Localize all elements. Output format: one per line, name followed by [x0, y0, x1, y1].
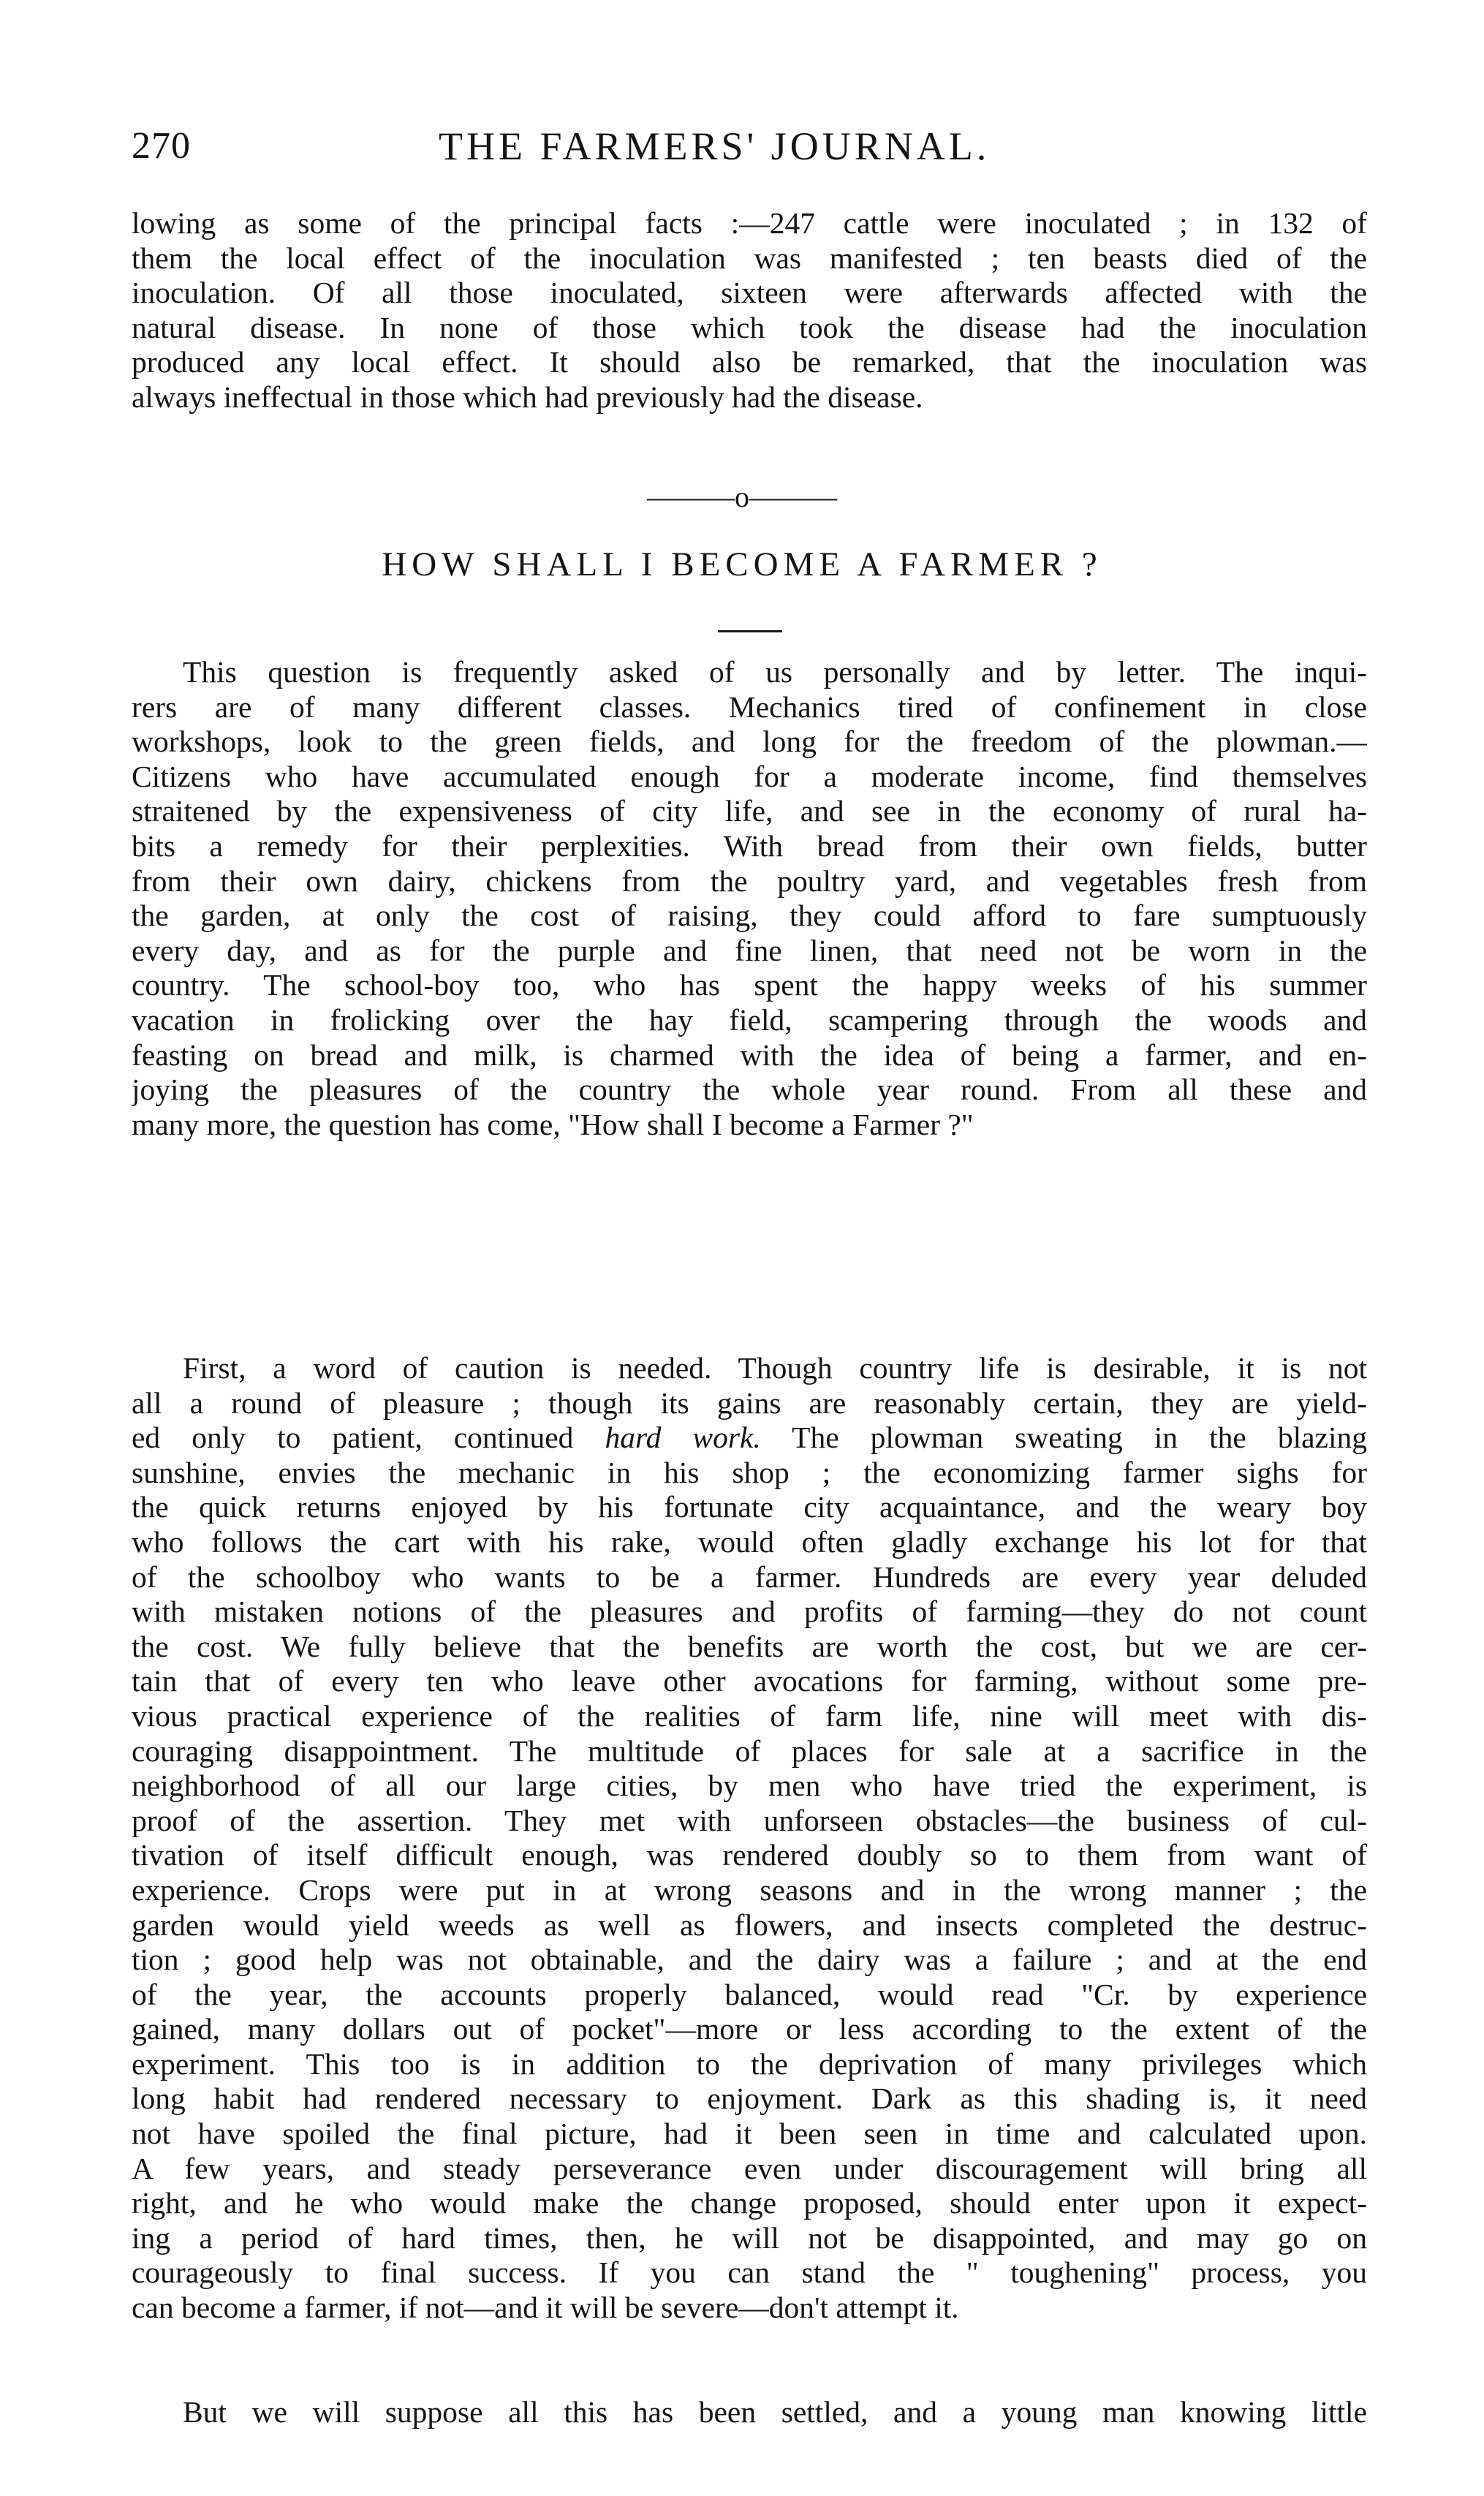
text-line: joying the pleasures of the country the whole year round. From all these and [132, 1073, 1367, 1107]
text-line: the garden, at only the cost of raising, they could afford to fare sumptuously [132, 899, 1367, 933]
text-line: ing a period of hard times, then, he will not be disappointed, and may go on [132, 2220, 1367, 2255]
text-line: First, a word of caution is needed. Though country life is desirable, it is not [183, 1351, 1367, 1385]
italic-emphasis: hard work. [605, 1421, 761, 1455]
previous-article-ending [132, 206, 1367, 415]
text-line: Citizens who have accumulated enough for a moderate income, find themselves [132, 759, 1367, 793]
text-line: tion ; good help was not obtainable, and the dairy was a failure ; and at the end [132, 1943, 1367, 1977]
text-line: the quick returns enjoyed by his fortunate city acquaintance, and the weary boy [132, 1490, 1367, 1524]
text-line: tain that of every ten who leave other avocations for farming, without some pre- [132, 1664, 1367, 1698]
text-line: from their own dairy, chickens from the poultry yard, and vegetables fresh from [132, 863, 1367, 898]
paragraph-caution [132, 1351, 1367, 2326]
text-line: country. The school-boy too, who has spent the happy weeks of his summer [132, 968, 1367, 1002]
text-line: many more, the question has come, "How shall I become a Farmer ?" [132, 1107, 974, 1141]
text-line: bits a remedy for their perplexities. With bread from their own fields, butter [132, 828, 1367, 863]
article-title: HOW SHALL I BECOME A FARMER ? [382, 545, 1102, 583]
text-line: garden would yield weeds as well as flowers, and insects completed the destruc- [132, 1907, 1367, 1942]
text-line: can become a farmer, if not—and it will be severe—don't attempt it. [132, 2291, 959, 2325]
text-line: right, and he who would make the change proposed, should enter upon it expect- [132, 2186, 1367, 2220]
text-line: vious practical experience of the realities of farm life, nine will meet with dis- [132, 1698, 1367, 1733]
text-line: This question is frequently asked of us personally and by letter. The inqui- [183, 655, 1367, 689]
text-line: rers are of many different classes. Mechanics tired of confinement in close [132, 689, 1367, 724]
text-line: of the year, the accounts properly balanced, would read "Cr. by experience [132, 1977, 1367, 2011]
text-line: couraging disappointment. The multitude of places for sale at a sacrifice in the [132, 1733, 1367, 1768]
text-line: experience. Crops were put in at wrong seasons and in the wrong manner ; the [132, 1872, 1367, 1907]
text-line: inoculation. Of all those inoculated, sixteen were afterwards affected with the [132, 276, 1367, 310]
text-line: produced any local effect. It should also be remarked, that the inoculation was [132, 345, 1367, 379]
text-line: who follows the cart with his rake, would often gladly exchange his lot for that [132, 1524, 1367, 1559]
text-line: of the schoolboy who wants to be a farmer. Hundreds are every year deluded [132, 1559, 1367, 1594]
text-line: gained, many dollars out of pocket"—more or less according to the extent of the [132, 2012, 1367, 2046]
text-line: vacation in frolicking over the hay field, scampering through the woods and [132, 1002, 1367, 1037]
text-line: courageously to final success. If you can stand the " toughening" process, you [132, 2255, 1367, 2290]
paragraph-suppose [132, 2395, 1367, 2430]
text-line: long habit had rendered necessary to enjoyment. Dark as this shading is, it need [132, 2081, 1367, 2116]
running-head [132, 123, 1367, 181]
text-line: not have spoiled the final picture, had it been seen in time and calculated upon. [132, 2117, 1367, 2151]
section-break-ornament: ———o——— [647, 480, 837, 513]
text-line: tivation of itself difficult enough, was rendered doubly so to them from want of [132, 1838, 1367, 1872]
text-line: But we will suppose all this has been settled, and a young man knowing little [183, 2395, 1367, 2429]
text-line: proof of the assertion. They met with unforseen obstacles—the business of cul- [132, 1803, 1367, 1837]
page-number: 270 [132, 125, 191, 167]
text-line-with-italic [132, 1421, 1367, 1456]
text-line: neighborhood of all our large cities, by men who have tried the experiment, is [132, 1769, 1367, 1803]
text-line: all a round of pleasure ; though its gains are reasonably certain, they are yield- [132, 1385, 1367, 1420]
text-line: natural disease. In none of those which took the disease had the inoculation [132, 310, 1367, 344]
paragraph-question [132, 655, 1367, 1142]
text-line: the cost. We fully believe that the benefits are worth the cost, but we are cer- [132, 1629, 1367, 1663]
text-line: workshops, look to the green fields, and long for the freedom of the plowman.— [132, 725, 1367, 759]
text-line: straitened by the expensiveness of city life, and see in the economy of rural ha- [132, 794, 1367, 828]
text-line: experiment. This too is in addition to the deprivation of many privileges which [132, 2046, 1367, 2081]
text-span: ed only to patient, continued [132, 1421, 605, 1455]
text-line: feasting on bread and milk, is charmed with the idea of being a farmer, and en- [132, 1037, 1367, 1072]
text-span: The plowman sweating in the blazing [760, 1421, 1367, 1455]
text-line: them the local effect of the inoculation was manifested ; ten beasts died of the [132, 241, 1367, 275]
text-line: A few years, and steady perseverance even under discouragement will bring all [132, 2151, 1367, 2185]
title-rule [718, 630, 782, 632]
text-line: with mistaken notions of the pleasures and profits of farming—they do not count [132, 1595, 1367, 1629]
text-line: sunshine, envies the mechanic in his shop ; the economizing farmer sighs for [132, 1455, 1367, 1489]
text-line: every day, and as for the purple and fine linen, that need not be worn in the [132, 933, 1367, 967]
text-line: always ineffectual in those which had previously had the disease. [132, 379, 923, 414]
journal-title: THE FARMERS' JOURNAL. [439, 124, 991, 168]
text-line: lowing as some of the principal facts :—247 cattle were inoculated ; in 132 of [132, 206, 1367, 240]
